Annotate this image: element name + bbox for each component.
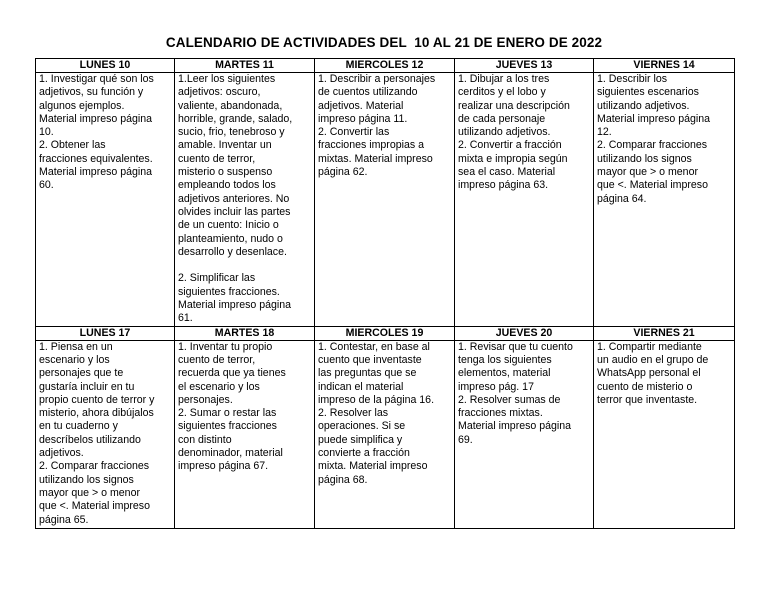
activity-text: 1.Leer los siguientes adjetivos: oscuro, valiente, abandonada, horrible, grande, salado, sucio, frio, tenebroso y amable. Inventar un cuento de terror, misterio o suspenso empleando todos los adjetivos anteriores. No olvides incluir las partes de un cuento: Inicio o planteamiento, nudo o desarrollo y desenlace. 2. Simplificar las siguientes fracciones. Material impreso página 61. <box>178 73 293 325</box>
activity-text: 1. Investigar qué son los adjetivos, su función y algunos ejemplos. Material impreso página 10. 2. Obtener las fracciones equivalentes. Material impreso página 60. <box>39 73 154 192</box>
day-cell-martes-11 <box>175 73 315 327</box>
week-2-header-row <box>36 326 735 340</box>
day-cell-martes-18 <box>175 340 315 528</box>
day-header-viernes-21: VIERNES 21 <box>594 326 735 340</box>
activity-text: 1. Compartir mediante un audio en el grupo de WhatsApp personal el cuento de misterio o terror que inventaste. <box>597 340 709 406</box>
activity-calendar-table <box>35 58 735 529</box>
day-cell-lunes-10 <box>36 73 175 327</box>
day-header-viernes-14: VIERNES 14 <box>594 59 735 73</box>
day-header-lunes-10: LUNES 10 <box>36 59 175 73</box>
day-cell-lunes-17 <box>36 340 175 528</box>
day-header-martes-18: MARTES 18 <box>175 326 315 340</box>
week-2-activities-row <box>36 340 735 528</box>
day-cell-miercoles-12 <box>315 73 455 327</box>
day-header-miercoles-12: MIERCOLES 12 <box>315 59 455 73</box>
page-title: CALENDARIO DE ACTIVIDADES DEL 10 AL 21 DE ENERO DE 2022 <box>165 35 603 50</box>
activity-text: 1. Describir a personajes de cuentos utilizando adjetivos. Material impreso página 11. 2. Convertir las fracciones impropias a mixtas. Material impreso página 62. <box>318 73 436 179</box>
day-cell-viernes-21 <box>594 340 735 528</box>
activity-text: 1. Revisar que tu cuento tenga los siguientes elementos, material impreso pág. 17 2. Resolver sumas de fracciones mixtas. Material impreso página 69. <box>458 340 573 446</box>
day-header-jueves-20: JUEVES 20 <box>455 326 594 340</box>
week-1-activities-row <box>36 73 735 327</box>
day-cell-viernes-14 <box>594 73 735 327</box>
activity-text: 1. Dibujar a los tres cerditos y el lobo y realizar una descripción de cada personaje utilizando adjetivos. 2. Convertir a fracción mixta e impropia según sea el caso. Material impreso página 63. <box>458 73 570 192</box>
day-header-lunes-17: LUNES 17 <box>36 326 175 340</box>
week-1-header-row <box>36 59 735 73</box>
day-cell-jueves-20 <box>455 340 594 528</box>
day-header-jueves-13: JUEVES 13 <box>455 59 594 73</box>
day-header-martes-11: MARTES 11 <box>175 59 315 73</box>
day-cell-jueves-13 <box>455 73 594 327</box>
activity-text: 1. Piensa en un escenario y los personajes que te gustaría incluir en tu propio cuento de terror y misterio, ahora dibújalos en tu cuaderno y descríbelos utilizando adjetivos. 2. Comparar fracciones utilizando los signos mayor que > o menor que <. Material impreso página 65. <box>39 340 155 526</box>
activity-text: 1. Inventar tu propio cuento de terror, recuerda que ya tienes el escenario y los personajes. 2. Sumar o restar las siguientes fracciones con distinto denominador, material impreso página 67. <box>178 340 286 473</box>
day-header-miercoles-19: MIERCOLES 19 <box>315 326 455 340</box>
activity-text: 1. Contestar, en base al cuento que inventaste las preguntas que se indican el material impreso de la página 16. 2. Resolver las operaciones. Si se puede simplifica y convierte a fracción mixta. Material impreso página 68. <box>318 340 435 486</box>
day-cell-miercoles-19 <box>315 340 455 528</box>
activity-text: 1. Describir los siguientes escenarios utilizando adjetivos. Material impreso página 12. 2. Comparar fracciones utilizando los signos mayor que > o menor que <. Material impreso página 64. <box>597 73 711 205</box>
